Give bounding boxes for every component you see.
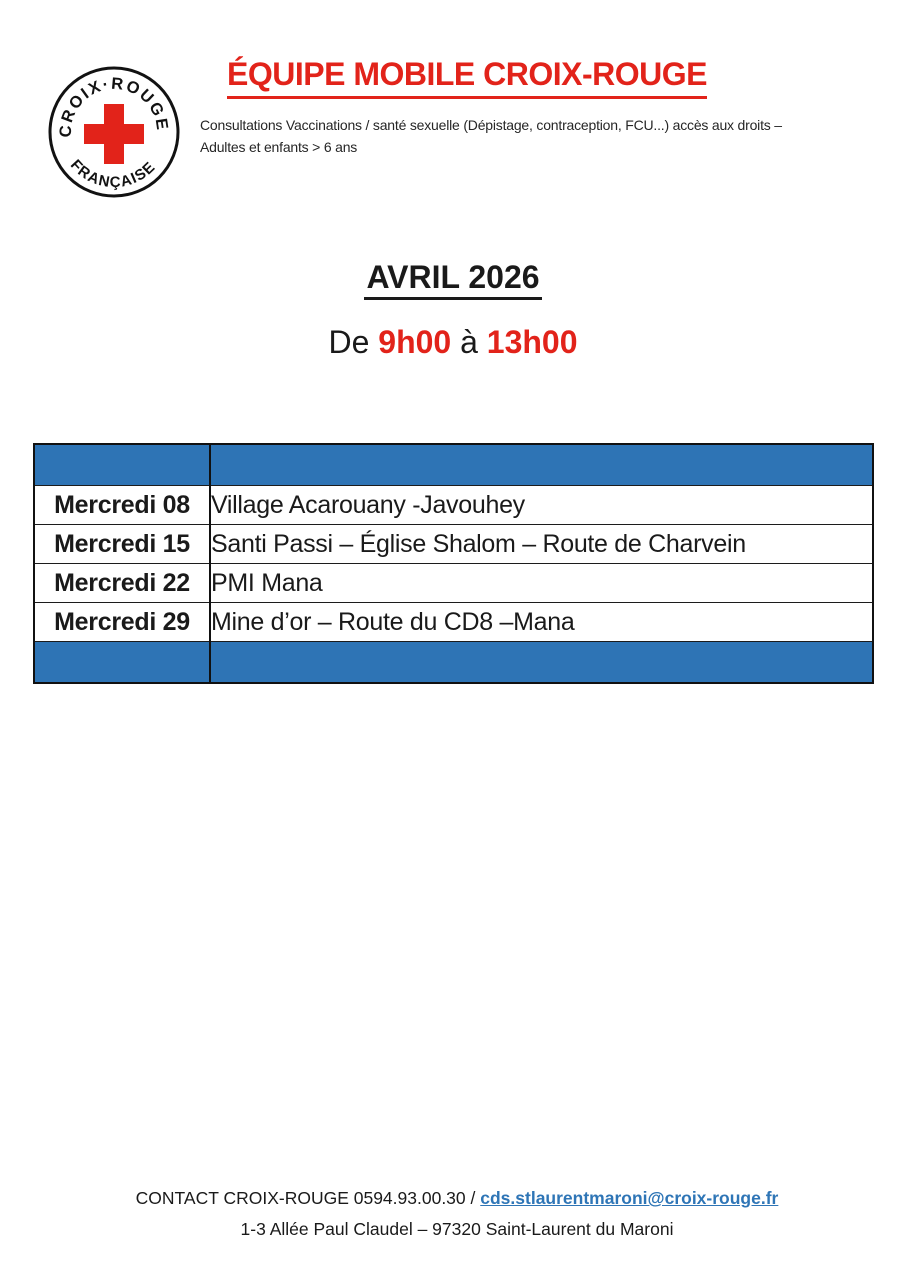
location-cell: Mine d’or – Route du CD8 –Mana [210,603,873,642]
address-line: 1-3 Allée Paul Claudel – 97320 Saint-Laurent du Maroni [240,1219,674,1239]
hours-prefix: De [328,324,370,360]
header-band-location-cell [210,444,873,486]
logo-bottom-text: FRANÇAISE [66,156,160,192]
subtitle-line-1: Consultations Vaccinations / santé sexuelle (Dépistage, contraception, FCU...) accès aux droits – [200,117,782,133]
table-row [34,486,873,525]
header-band-day-cell [34,444,210,486]
location-cell: Santi Passi – Église Shalom – Route de Charvein [210,525,873,564]
footer [0,1183,914,1245]
red-cross-icon [84,124,144,144]
date-cell: Mercredi 29 [34,603,210,642]
date-cell: Mercredi 08 [34,486,210,525]
subtitle-line-2: Adultes et enfants > 6 ans [200,139,358,155]
table-header-band [34,444,873,486]
footer-band-location-cell [210,642,873,684]
schedule-table [33,443,874,684]
opening-hours [0,322,906,362]
hours-connector: à [460,324,478,360]
date-cell: Mercredi 15 [34,525,210,564]
table-row [34,564,873,603]
logo-top-text: CROIX·ROUGE [56,74,172,138]
page-title: ÉQUIPE MOBILE CROIX-ROUGE [227,56,707,99]
page-subtitle [200,114,782,158]
table-row [34,603,873,642]
table-row [34,525,873,564]
contact-line [0,1183,914,1214]
hours-end-time: 13h00 [486,324,578,360]
footer-band-day-cell [34,642,210,684]
location-cell: Village Acarouany -Javouhey [210,486,873,525]
email-link[interactable]: cds.stlaurentmaroni@croix-rouge.fr [480,1188,779,1208]
table-footer-band [34,642,873,684]
hours-start-time: 9h00 [378,324,452,360]
location-cell: PMI Mana [210,564,873,603]
date-cell: Mercredi 22 [34,564,210,603]
month-title: AVRIL 2026 [364,260,541,300]
contact-text: CONTACT CROIX-ROUGE 0594.93.00.30 / [135,1188,476,1208]
croix-rouge-logo-icon [47,65,181,199]
month-heading-wrap [0,260,906,300]
